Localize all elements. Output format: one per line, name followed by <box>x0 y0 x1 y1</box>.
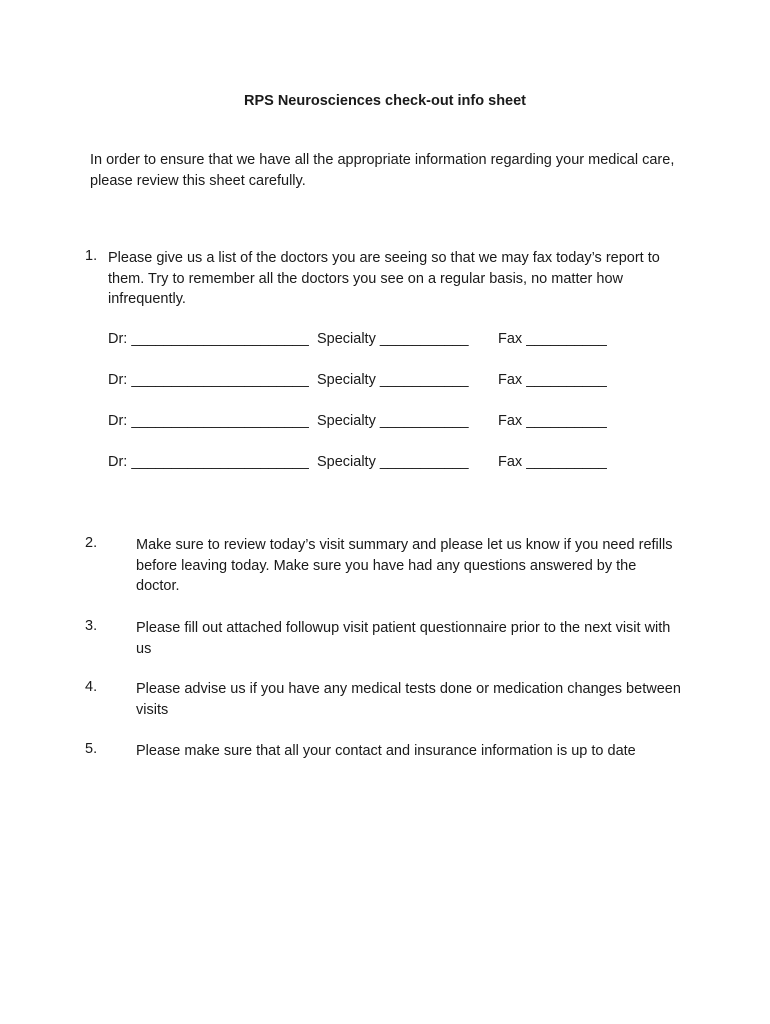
fax-field: Fax __________ <box>498 413 607 429</box>
specialty-field: Specialty ___________ <box>317 413 469 429</box>
list-item-number: 3. <box>85 618 98 634</box>
list-item-text: Please give us a list of the doctors you are seeing so that we may fax today’s report to them. Try to remember all the doctors you see on a regular basis, no matter how infrequently. <box>108 250 660 307</box>
doctor-row <box>108 331 668 351</box>
document-title: RPS Neurosciences check-out info sheet <box>243 93 527 109</box>
list-item-text: Please make sure that all your contact and insurance information is up to date <box>136 743 636 759</box>
fax-field: Fax __________ <box>498 372 607 388</box>
specialty-field: Specialty ___________ <box>317 331 469 347</box>
doctor-field: Dr: ______________________ <box>108 331 309 347</box>
doctor-row <box>108 454 668 474</box>
list-item-text: Make sure to review today’s visit summary and please let us know if you need refills before leaving today. Make sure you have had any questions answered by the doctor. <box>136 537 673 594</box>
specialty-field: Specialty ___________ <box>317 372 469 388</box>
list-item-text: Please advise us if you have any medical tests done or medication changes between visits <box>136 681 681 718</box>
list-item-number: 4. <box>85 679 98 695</box>
list-item-number: 1. <box>85 248 98 264</box>
list-item-number: 5. <box>85 741 98 757</box>
doctor-row <box>108 413 668 433</box>
doctor-row <box>108 372 668 392</box>
specialty-field: Specialty ___________ <box>317 454 469 470</box>
fax-field: Fax __________ <box>498 331 607 347</box>
fax-field: Fax __________ <box>498 454 607 470</box>
list-item-number: 2. <box>85 535 98 551</box>
list-item-text: Please fill out attached followup visit patient questionnaire prior to the next visit with us <box>136 620 671 657</box>
doctor-field: Dr: ______________________ <box>108 372 309 388</box>
intro-paragraph: In order to ensure that we have all the appropriate information regarding your medical care, please review this sheet carefully. <box>90 152 675 189</box>
doctor-field: Dr: ______________________ <box>108 454 309 470</box>
doctor-field: Dr: ______________________ <box>108 413 309 429</box>
